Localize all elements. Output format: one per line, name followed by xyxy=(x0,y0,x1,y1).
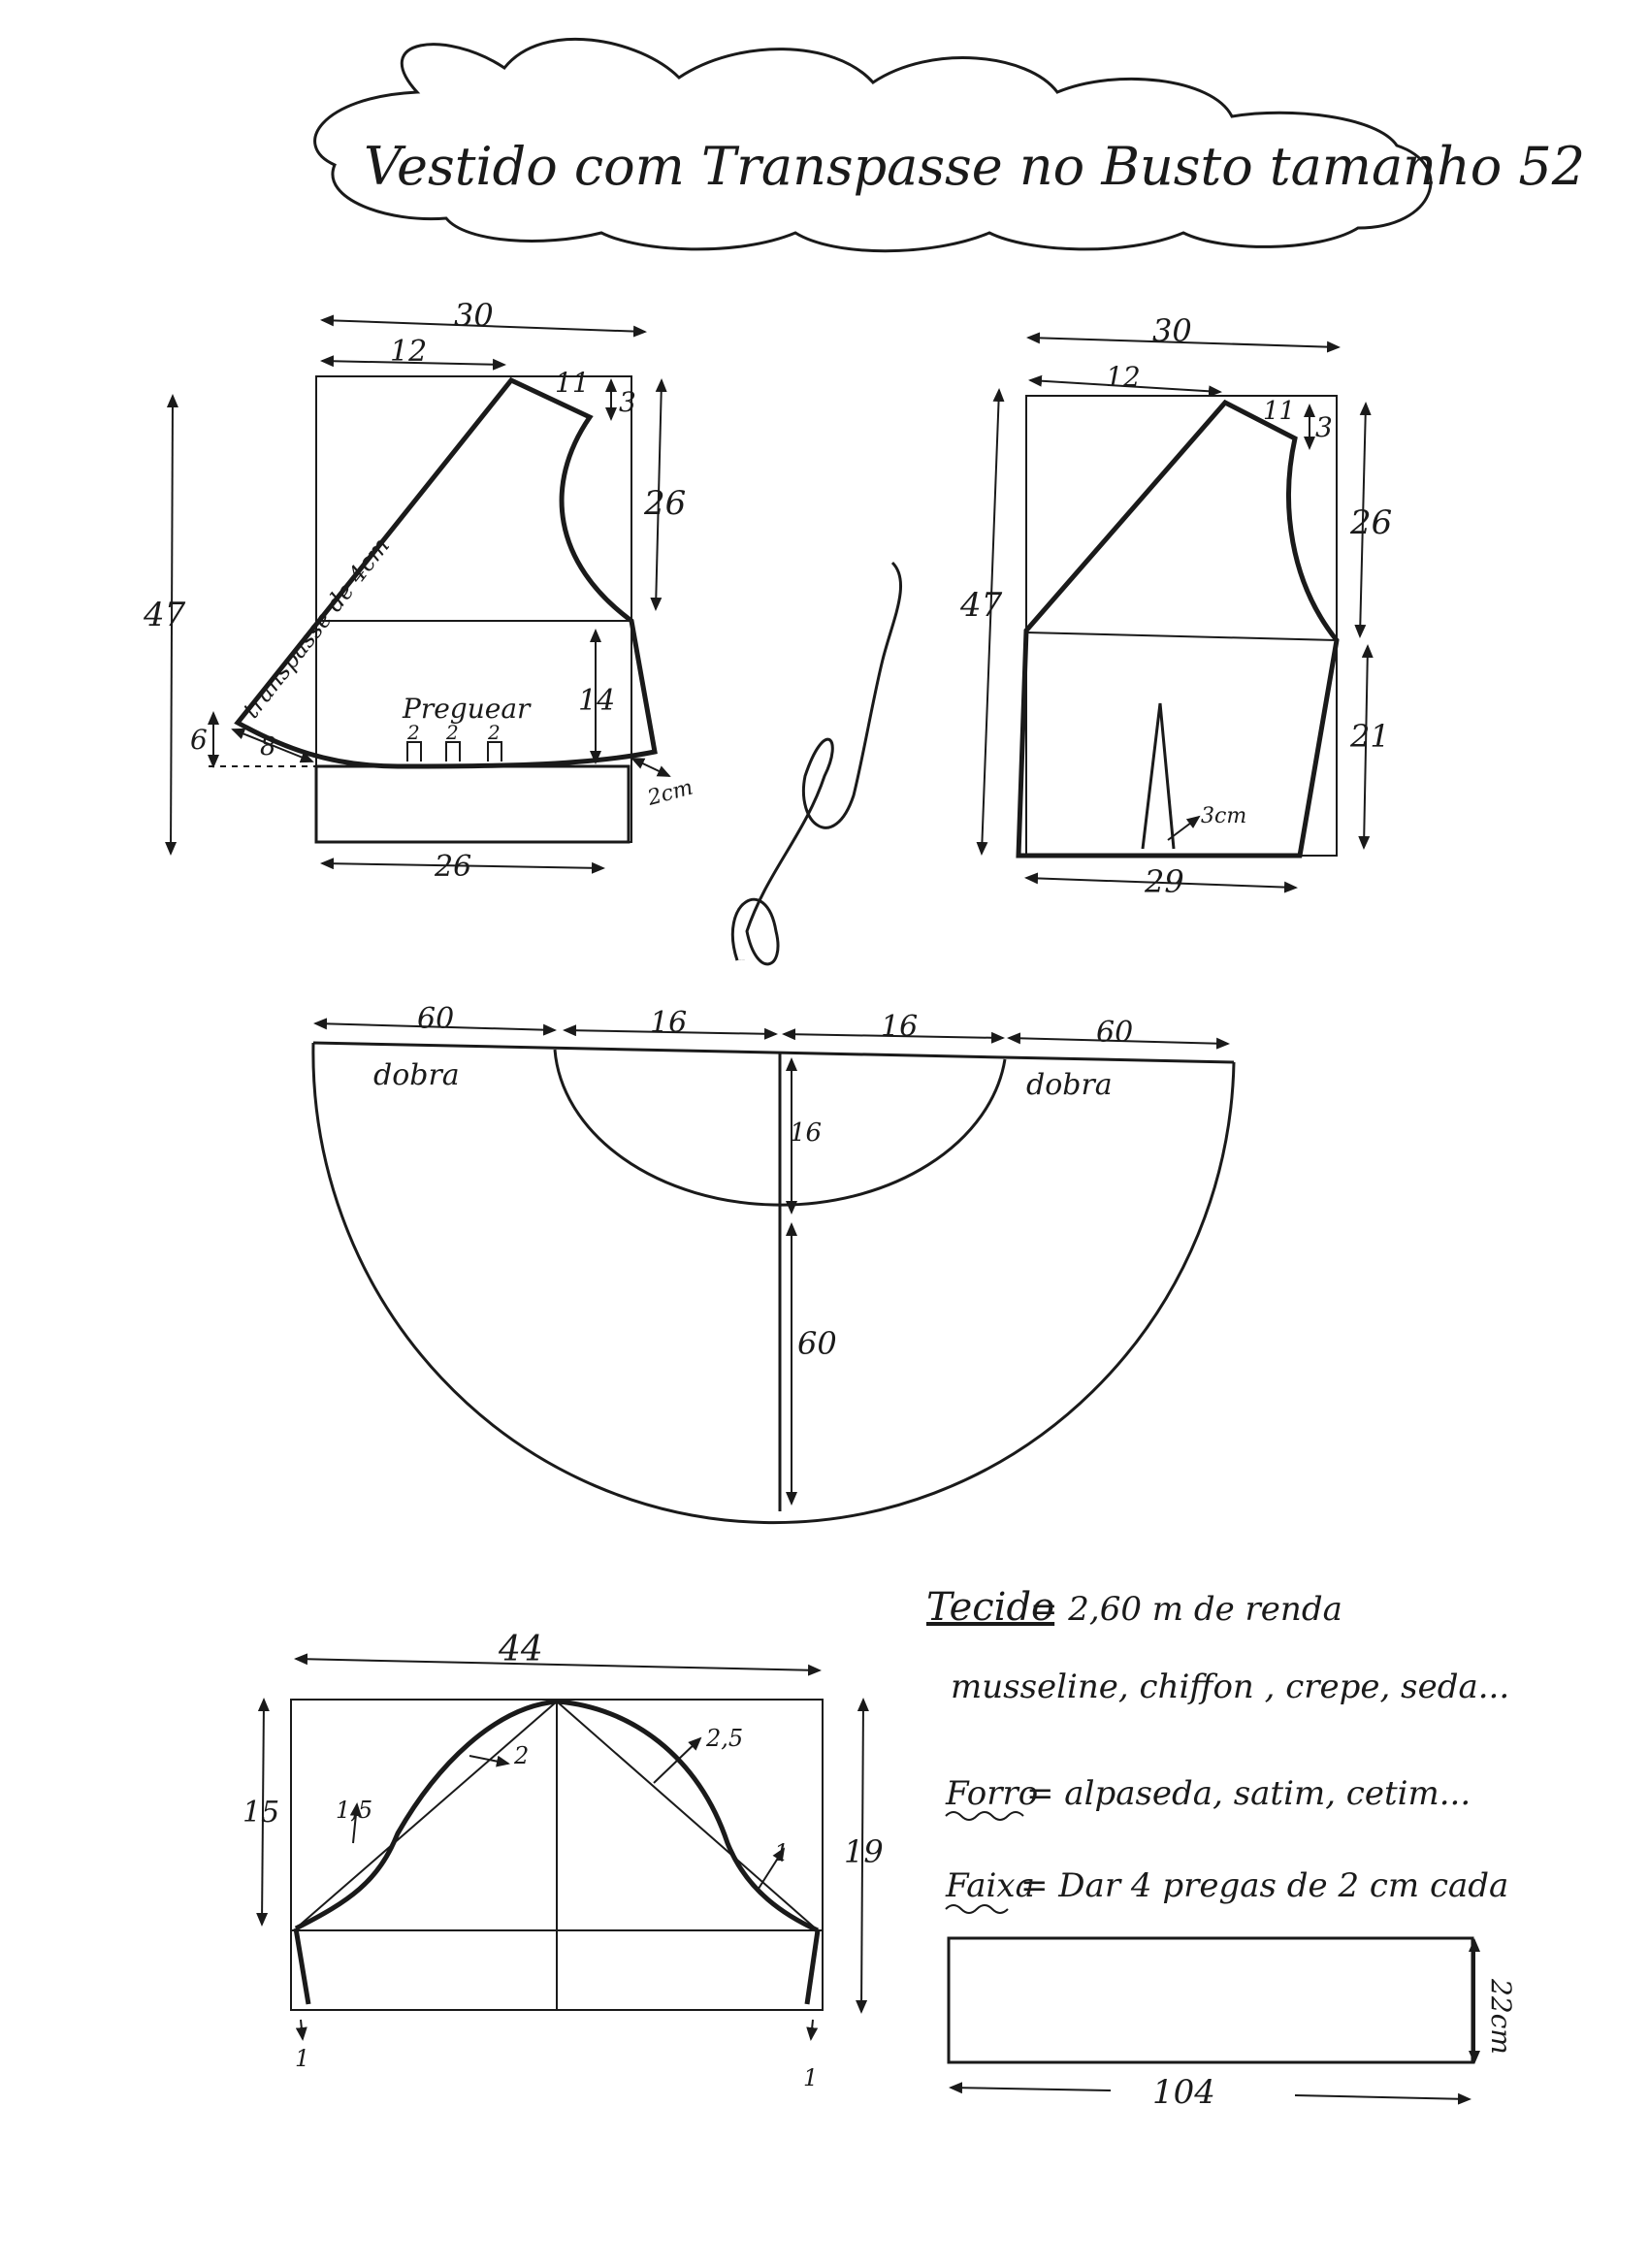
sleeve-hem-right: 1 xyxy=(803,2064,819,2091)
front-side-lower: 14 xyxy=(578,684,616,718)
front-width-top: 30 xyxy=(454,297,494,334)
front-hem-offset: 6 xyxy=(190,724,208,756)
skirt-outer-right: 60 xyxy=(1096,1016,1134,1050)
fabric-text-2: musseline, chiffon , crepe, seda... xyxy=(951,1668,1510,1706)
page-title: Vestido com Transpasse no Busto tamanho 52 xyxy=(364,136,1586,197)
skirt-fold-left: dobra xyxy=(373,1058,460,1092)
front-band-width: 26 xyxy=(435,850,472,884)
signature xyxy=(732,563,900,964)
sleeve-cap-height-left: 15 xyxy=(242,1796,280,1830)
sleeve-curve-right-high: 2,5 xyxy=(706,1725,744,1752)
back-shoulder: 11 xyxy=(1263,397,1296,426)
front-shoulder-offset: 12 xyxy=(390,335,428,369)
materials-notes xyxy=(926,1585,1509,1913)
sleeve-curve-right-low: 1 xyxy=(774,1839,790,1866)
back-shoulder-offset: 12 xyxy=(1106,361,1141,393)
front-pleat-marks xyxy=(406,721,501,761)
fabric-label: Tecido xyxy=(926,1585,1055,1630)
back-side-lower: 21 xyxy=(1350,718,1390,755)
front-hem-inset: 8 xyxy=(260,732,276,761)
signature-text: Marlene Mukai xyxy=(737,960,745,961)
pleat-1: 2 xyxy=(407,721,420,744)
front-side-ease: 2cm xyxy=(645,775,696,811)
back-width-top: 30 xyxy=(1152,312,1192,349)
back-dart-width: 3cm xyxy=(1201,804,1247,828)
front-overlap-note: transpasse de 4cm xyxy=(237,532,396,724)
front-shoulder: 11 xyxy=(555,367,590,399)
back-shoulder-drop: 3 xyxy=(1315,411,1333,443)
sleeve-pattern xyxy=(242,1630,884,2091)
sleeve-cap-height-right: 19 xyxy=(844,1833,884,1870)
skirt-fold-right: dobra xyxy=(1026,1068,1113,1102)
fabric-text: = 2,60 m de renda xyxy=(1030,1590,1342,1629)
lining-text: = alpaseda, satim, cetim... xyxy=(1026,1774,1471,1813)
sleeve-curve-left-low: 1,5 xyxy=(336,1797,373,1824)
sash-width: 22cm xyxy=(1485,1979,1517,2055)
front-shoulder-drop: 3 xyxy=(619,386,636,418)
sash-label: Faixa xyxy=(946,1866,1035,1905)
back-total-length: 47 xyxy=(960,586,1003,625)
skirt-outer-radius: 60 xyxy=(797,1325,837,1362)
sleeve-width: 44 xyxy=(499,1630,543,1669)
front-gather-note: Preguear xyxy=(403,693,531,725)
sash-pattern xyxy=(949,1938,1517,2112)
pleat-3: 2 xyxy=(488,721,501,744)
front-bodice-pattern xyxy=(143,297,695,884)
lining-label: Forro xyxy=(946,1774,1039,1813)
skirt-inner-right: 16 xyxy=(881,1010,919,1044)
title-cloud xyxy=(315,39,1586,250)
back-bodice-pattern xyxy=(959,312,1392,900)
front-total-length: 47 xyxy=(144,596,186,634)
skirt-outer-left: 60 xyxy=(417,1002,455,1036)
sleeve-curve-left-high: 2 xyxy=(514,1742,530,1769)
back-waist-width: 29 xyxy=(1145,863,1184,900)
skirt-inner-left: 16 xyxy=(650,1006,688,1040)
sleeve-hem-left: 1 xyxy=(295,2045,310,2072)
pleat-2: 2 xyxy=(446,721,459,744)
front-armhole-depth: 26 xyxy=(644,484,687,523)
skirt-inner-radius: 16 xyxy=(790,1118,823,1148)
sash-length: 104 xyxy=(1152,2073,1215,2112)
skirt-pattern xyxy=(313,1002,1234,1523)
back-armhole-depth: 26 xyxy=(1350,503,1393,542)
sash-text: = Dar 4 pregas de 2 cm cada xyxy=(1020,1866,1509,1905)
